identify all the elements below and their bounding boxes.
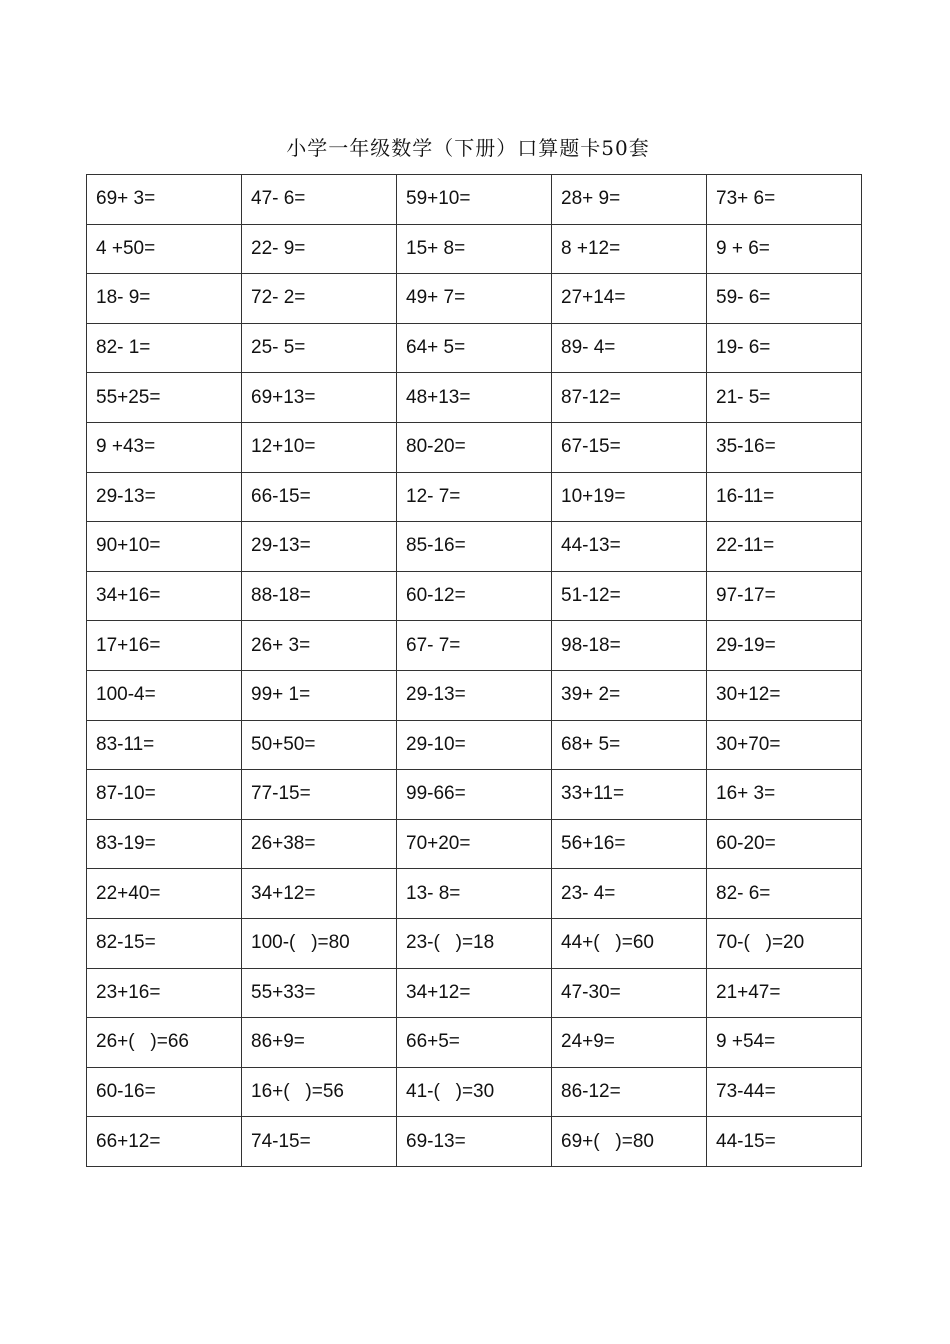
problem-cell: 69-13= <box>397 1117 552 1167</box>
problem-cell: 68+ 5= <box>552 720 707 770</box>
problem-cell: 82- 1= <box>87 323 242 373</box>
problem-cell: 34+12= <box>242 869 397 919</box>
problem-cell: 82- 6= <box>707 869 862 919</box>
table-row <box>87 1117 862 1167</box>
problem-cell: 70+20= <box>397 819 552 869</box>
problem-cell: 69+( )=80 <box>552 1117 707 1167</box>
table-row <box>87 1018 862 1068</box>
problem-cell: 83-11= <box>87 720 242 770</box>
problem-cell: 56+16= <box>552 819 707 869</box>
problem-cell: 59+10= <box>397 175 552 225</box>
problem-cell: 86-12= <box>552 1067 707 1117</box>
arithmetic-table <box>86 174 862 1167</box>
problem-cell: 29-19= <box>707 621 862 671</box>
table-row <box>87 918 862 968</box>
problem-cell: 29-13= <box>87 472 242 522</box>
problem-cell: 55+25= <box>87 373 242 423</box>
problem-cell: 88-18= <box>242 571 397 621</box>
problem-cell: 9 +43= <box>87 422 242 472</box>
problem-cell: 24+9= <box>552 1018 707 1068</box>
problem-cell: 70-( )=20 <box>707 918 862 968</box>
problem-cell: 30+12= <box>707 670 862 720</box>
problem-cell: 26+38= <box>242 819 397 869</box>
problem-cell: 99-66= <box>397 770 552 820</box>
problem-cell: 18- 9= <box>87 274 242 324</box>
problem-cell: 13- 8= <box>397 869 552 919</box>
problem-cell: 47- 6= <box>242 175 397 225</box>
problem-cell: 100-4= <box>87 670 242 720</box>
problem-cell: 64+ 5= <box>397 323 552 373</box>
problem-cell: 21+47= <box>707 968 862 1018</box>
problem-cell: 100-( )=80 <box>242 918 397 968</box>
problem-cell: 47-30= <box>552 968 707 1018</box>
problem-cell: 89- 4= <box>552 323 707 373</box>
problem-cell: 72- 2= <box>242 274 397 324</box>
problem-cell: 44-15= <box>707 1117 862 1167</box>
problem-cell: 15+ 8= <box>397 224 552 274</box>
problem-cell: 87-10= <box>87 770 242 820</box>
problem-cell: 86+9= <box>242 1018 397 1068</box>
problem-cell: 82-15= <box>87 918 242 968</box>
problem-cell: 97-17= <box>707 571 862 621</box>
page-title: 小学一年级数学（下册）口算题卡50套 <box>286 136 650 160</box>
problem-cell: 22- 9= <box>242 224 397 274</box>
problem-cell: 60-16= <box>87 1067 242 1117</box>
problem-cell: 98-18= <box>552 621 707 671</box>
problem-cell: 12+10= <box>242 422 397 472</box>
problem-cell: 23+16= <box>87 968 242 1018</box>
problem-cell: 9 +54= <box>707 1018 862 1068</box>
problem-cell: 34+12= <box>397 968 552 1018</box>
table-row <box>87 522 862 572</box>
problem-cell: 19- 6= <box>707 323 862 373</box>
problem-cell: 21- 5= <box>707 373 862 423</box>
problem-cell: 10+19= <box>552 472 707 522</box>
problem-cell: 80-20= <box>397 422 552 472</box>
problem-cell: 35-16= <box>707 422 862 472</box>
table-row <box>87 819 862 869</box>
problem-cell: 26+ 3= <box>242 621 397 671</box>
problem-cell: 16+ 3= <box>707 770 862 820</box>
problem-cell: 8 +12= <box>552 224 707 274</box>
problem-cell: 49+ 7= <box>397 274 552 324</box>
problem-cell: 4 +50= <box>87 224 242 274</box>
problem-cell: 85-16= <box>397 522 552 572</box>
problem-cell: 77-15= <box>242 770 397 820</box>
problem-cell: 28+ 9= <box>552 175 707 225</box>
table-row <box>87 571 862 621</box>
problem-cell: 17+16= <box>87 621 242 671</box>
problem-cell: 23- 4= <box>552 869 707 919</box>
problem-cell: 23-( )=18 <box>397 918 552 968</box>
problem-cell: 99+ 1= <box>242 670 397 720</box>
problem-cell: 12- 7= <box>397 472 552 522</box>
table-row <box>87 670 862 720</box>
problem-cell: 87-12= <box>552 373 707 423</box>
problem-cell: 66+12= <box>87 1117 242 1167</box>
problem-cell: 44-13= <box>552 522 707 572</box>
problem-cell: 39+ 2= <box>552 670 707 720</box>
table-row <box>87 224 862 274</box>
problem-cell: 74-15= <box>242 1117 397 1167</box>
problem-cell: 66-15= <box>242 472 397 522</box>
arithmetic-table-body <box>87 175 862 1167</box>
problem-cell: 48+13= <box>397 373 552 423</box>
table-row <box>87 720 862 770</box>
problem-cell: 83-19= <box>87 819 242 869</box>
problem-cell: 67- 7= <box>397 621 552 671</box>
problem-cell: 73+ 6= <box>707 175 862 225</box>
table-row <box>87 373 862 423</box>
problem-cell: 33+11= <box>552 770 707 820</box>
problem-cell: 50+50= <box>242 720 397 770</box>
problem-cell: 9 + 6= <box>707 224 862 274</box>
problem-cell: 16+( )=56 <box>242 1067 397 1117</box>
table-row <box>87 968 862 1018</box>
table-row <box>87 621 862 671</box>
problem-cell: 29-13= <box>397 670 552 720</box>
table-row <box>87 422 862 472</box>
problem-cell: 22-11= <box>707 522 862 572</box>
problem-cell: 69+13= <box>242 373 397 423</box>
problem-cell: 27+14= <box>552 274 707 324</box>
problem-cell: 29-13= <box>242 522 397 572</box>
problem-cell: 16-11= <box>707 472 862 522</box>
problem-cell: 90+10= <box>87 522 242 572</box>
problem-cell: 55+33= <box>242 968 397 1018</box>
problem-cell: 44+( )=60 <box>552 918 707 968</box>
problem-cell: 22+40= <box>87 869 242 919</box>
problem-cell: 41-( )=30 <box>397 1067 552 1117</box>
problem-cell: 34+16= <box>87 571 242 621</box>
problem-cell: 59- 6= <box>707 274 862 324</box>
problem-cell: 69+ 3= <box>87 175 242 225</box>
problem-cell: 66+5= <box>397 1018 552 1068</box>
problem-cell: 67-15= <box>552 422 707 472</box>
table-row <box>87 323 862 373</box>
table-row <box>87 1067 862 1117</box>
problem-cell: 60-20= <box>707 819 862 869</box>
problem-cell: 26+( )=66 <box>87 1018 242 1068</box>
problem-cell: 30+70= <box>707 720 862 770</box>
table-row <box>87 274 862 324</box>
problem-cell: 73-44= <box>707 1067 862 1117</box>
table-row <box>87 770 862 820</box>
problem-cell: 29-10= <box>397 720 552 770</box>
table-row <box>87 869 862 919</box>
problem-cell: 51-12= <box>552 571 707 621</box>
problem-cell: 60-12= <box>397 571 552 621</box>
table-row <box>87 175 862 225</box>
table-row <box>87 472 862 522</box>
problem-cell: 25- 5= <box>242 323 397 373</box>
